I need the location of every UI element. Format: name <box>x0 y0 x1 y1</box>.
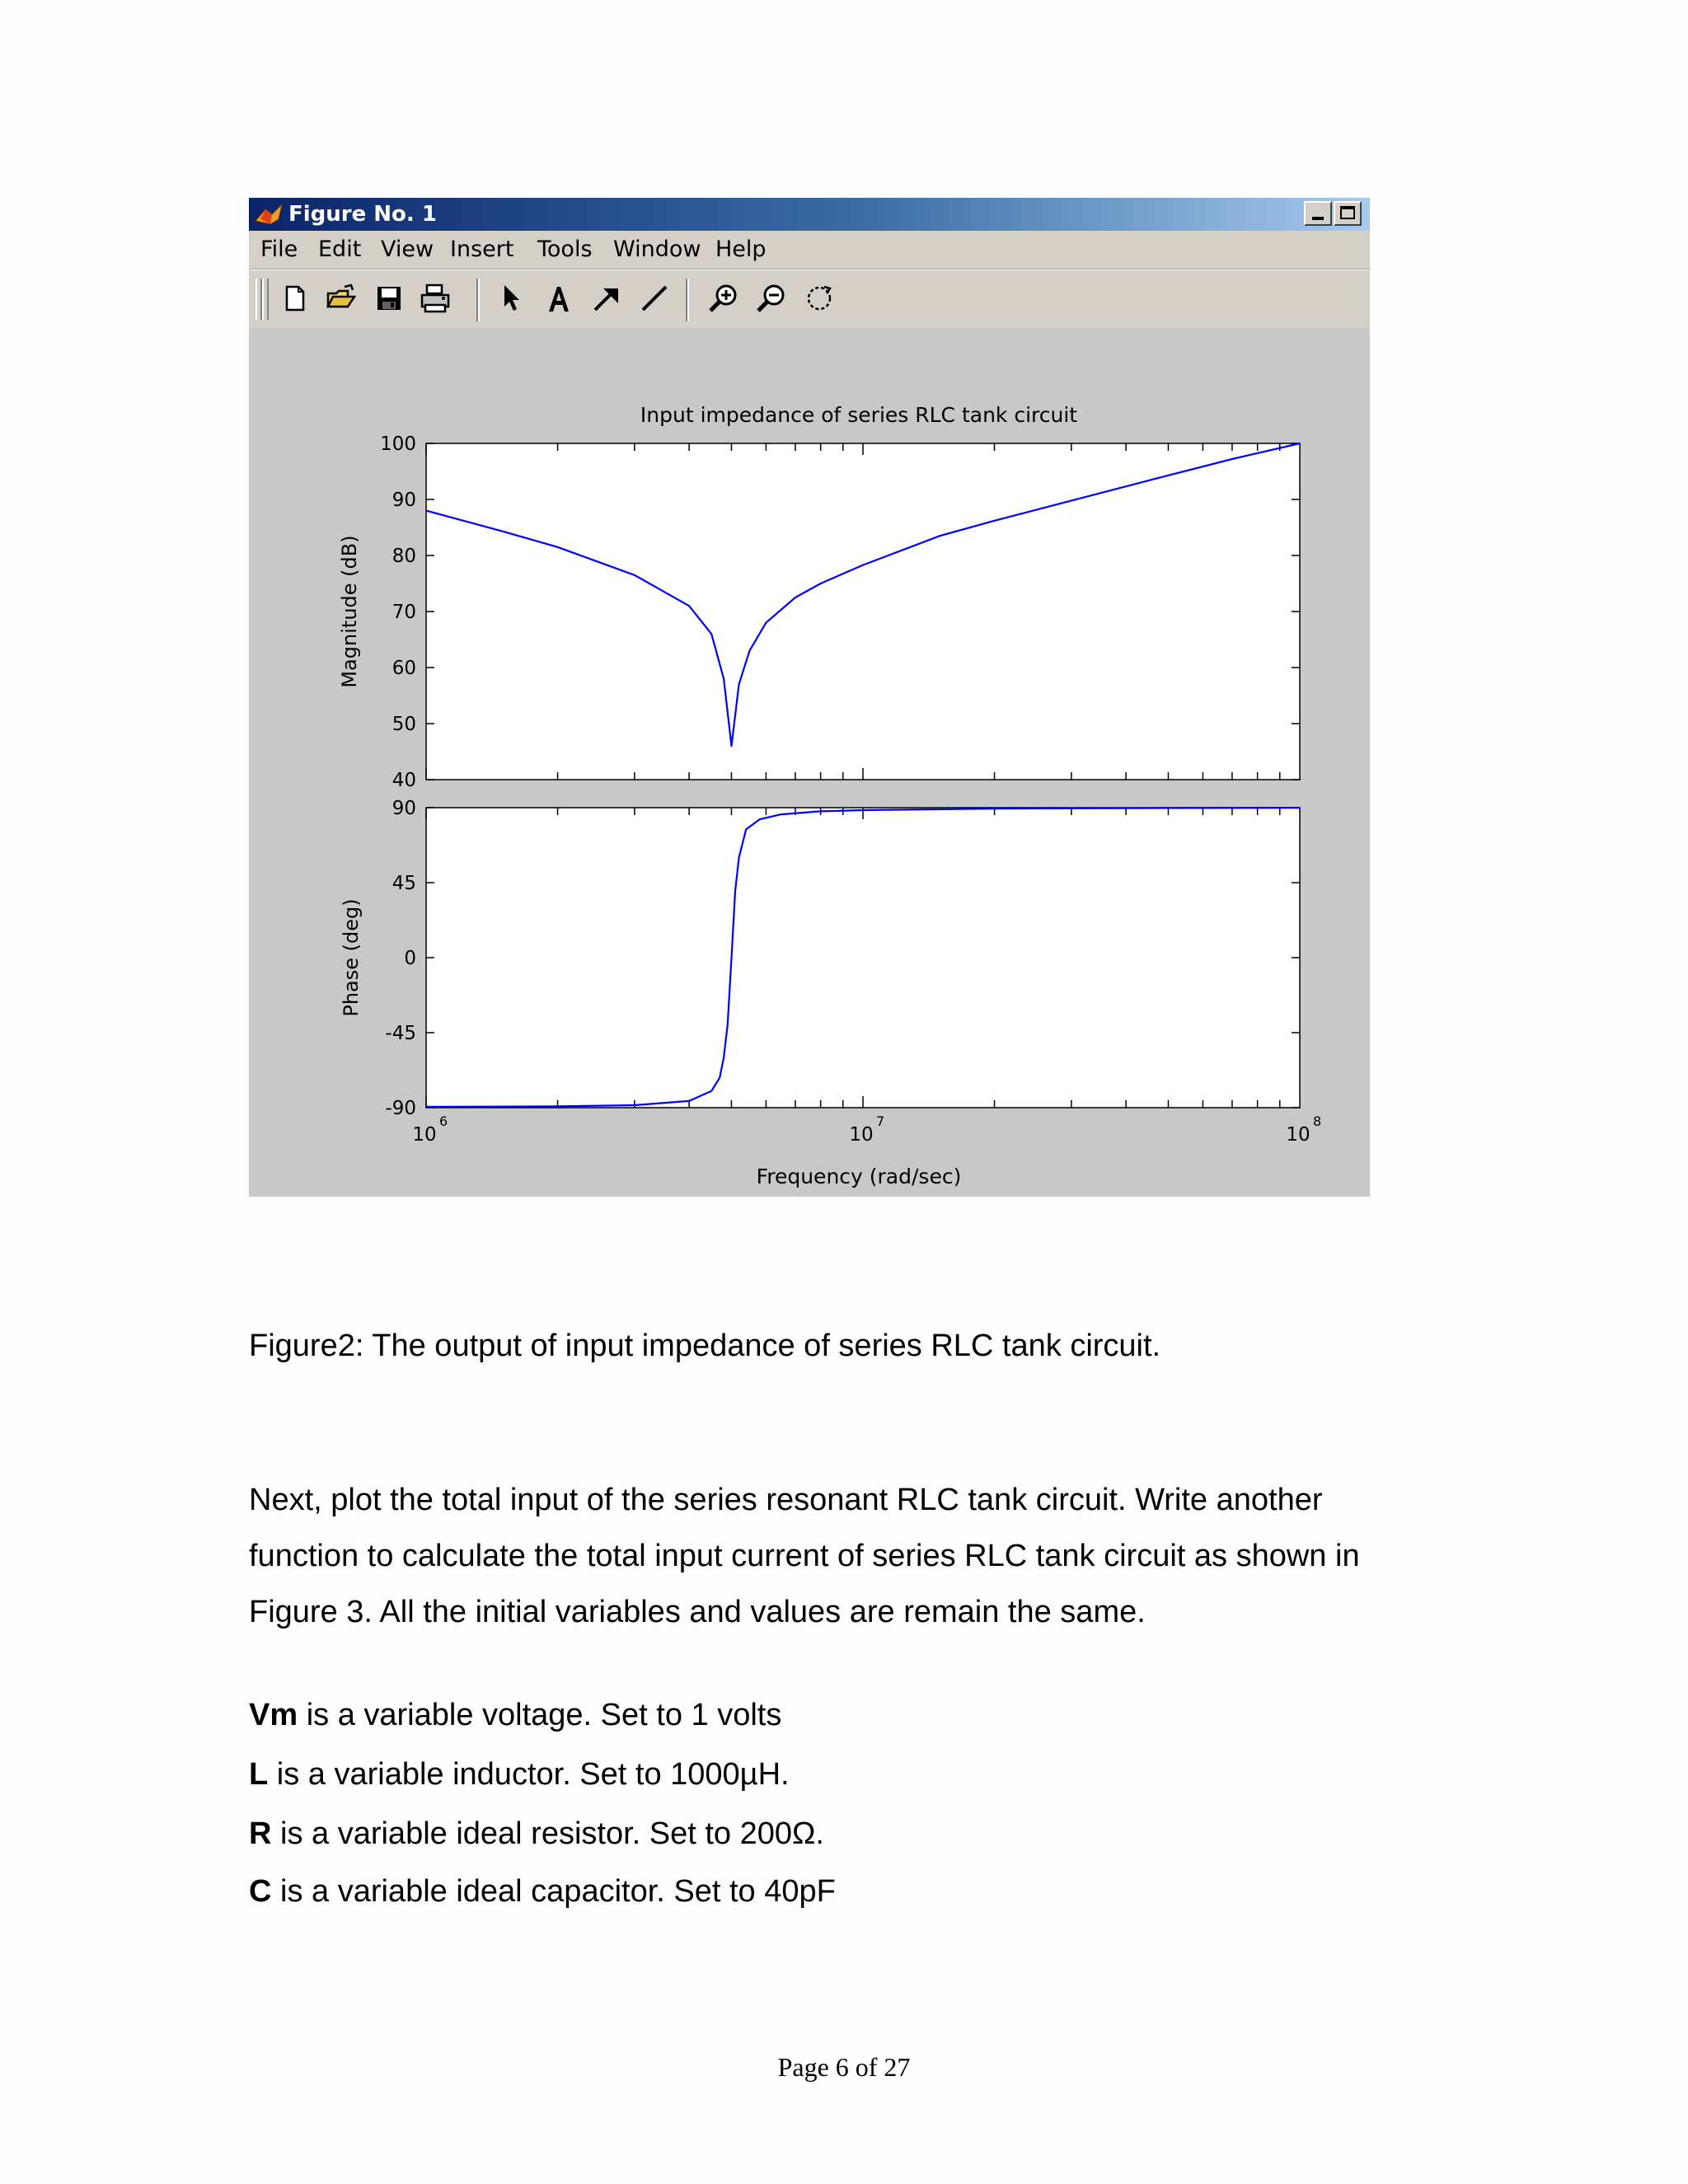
page-footer: Page 6 of 27 <box>777 2052 911 2082</box>
magnitude-ylabel: Magnitude (dB) <box>338 535 361 688</box>
bode-plot <box>249 198 1370 1197</box>
menu-insert[interactable]: Insert <box>450 237 514 262</box>
variable-description: is a variable voltage. Set to 1 volts <box>298 1698 782 1732</box>
phase-ytick-label: -90 <box>385 1098 416 1119</box>
xtick-label-exponent: 7 <box>876 1113 885 1129</box>
xtick-label-base: 10 <box>849 1124 874 1146</box>
phase-xlabel: Frequency (rad/sec) <box>756 1165 962 1188</box>
magnitude-ytick-label: 70 <box>392 602 416 623</box>
variable-description: is a variable ideal resistor. Set to 200Ω. <box>271 1816 824 1851</box>
variable-line-r <box>249 1813 824 1854</box>
phase-xtick-labels <box>412 1113 1321 1146</box>
xtick-label-base: 10 <box>412 1124 437 1146</box>
variable-name: L <box>249 1757 269 1792</box>
phase-ytick-label: 45 <box>392 873 416 894</box>
variable-name: C <box>249 1874 272 1909</box>
window-title: Figure No. 1 <box>288 202 437 227</box>
menu-window[interactable]: Window <box>613 237 701 262</box>
xtick-label-exponent: 8 <box>1313 1113 1322 1129</box>
paragraph-line: Next, plot the total input of the series resonant RLC tank circuit. Write another <box>249 1483 1323 1517</box>
magnitude-ytick-label: 40 <box>392 770 416 791</box>
phase-ytick-labels <box>385 798 416 1119</box>
menu-tools[interactable]: Tools <box>537 237 593 262</box>
variable-line-c <box>249 1871 836 1912</box>
magnitude-ytick-label: 60 <box>392 658 416 679</box>
phase-axes <box>426 808 1300 1108</box>
phase-ytick-label: 0 <box>404 948 416 969</box>
magnitude-ytick-label: 80 <box>392 546 416 567</box>
magnitude-axes <box>426 443 1300 780</box>
paragraph-line: Figure 3. All the initial variables and values are remain the same. <box>249 1595 1146 1629</box>
variable-description: is a variable ideal capacitor. Set to 40pF <box>271 1874 836 1909</box>
menu-edit[interactable]: Edit <box>318 237 362 262</box>
menu-view[interactable]: View <box>381 237 434 262</box>
body-paragraph <box>249 1472 1461 1640</box>
menu-file[interactable]: File <box>260 237 298 262</box>
magnitude-ytick-label: 50 <box>392 714 416 735</box>
magnitude-ytick-labels <box>380 434 416 791</box>
magnitude-ytick-label: 90 <box>392 490 416 511</box>
figure-caption: Figure2: The output of input impedance of series RLC tank circuit. <box>249 1329 1161 1363</box>
xtick-label-exponent: 6 <box>439 1113 448 1129</box>
phase-ylabel: Phase (deg) <box>340 898 363 1017</box>
menu-help[interactable]: Help <box>715 237 767 262</box>
matlab-figure-window <box>249 198 1370 1197</box>
variable-line-vm <box>249 1694 781 1736</box>
variable-line-l <box>249 1754 790 1795</box>
xtick-label-base: 10 <box>1286 1124 1311 1146</box>
variable-description: is a variable inductor. Set to 1000µH. <box>268 1757 790 1792</box>
magnitude-ytick-label: 100 <box>380 434 416 455</box>
phase-ytick-label: -45 <box>385 1023 416 1044</box>
variable-name: R <box>249 1816 272 1851</box>
paragraph-line: function to calculate the total input current of series RLC tank circuit as shown in <box>249 1539 1360 1573</box>
phase-ytick-label: 90 <box>392 798 416 819</box>
variable-name: Vm <box>249 1698 298 1732</box>
chart-title: Input impedance of series RLC tank circuit <box>640 403 1078 427</box>
